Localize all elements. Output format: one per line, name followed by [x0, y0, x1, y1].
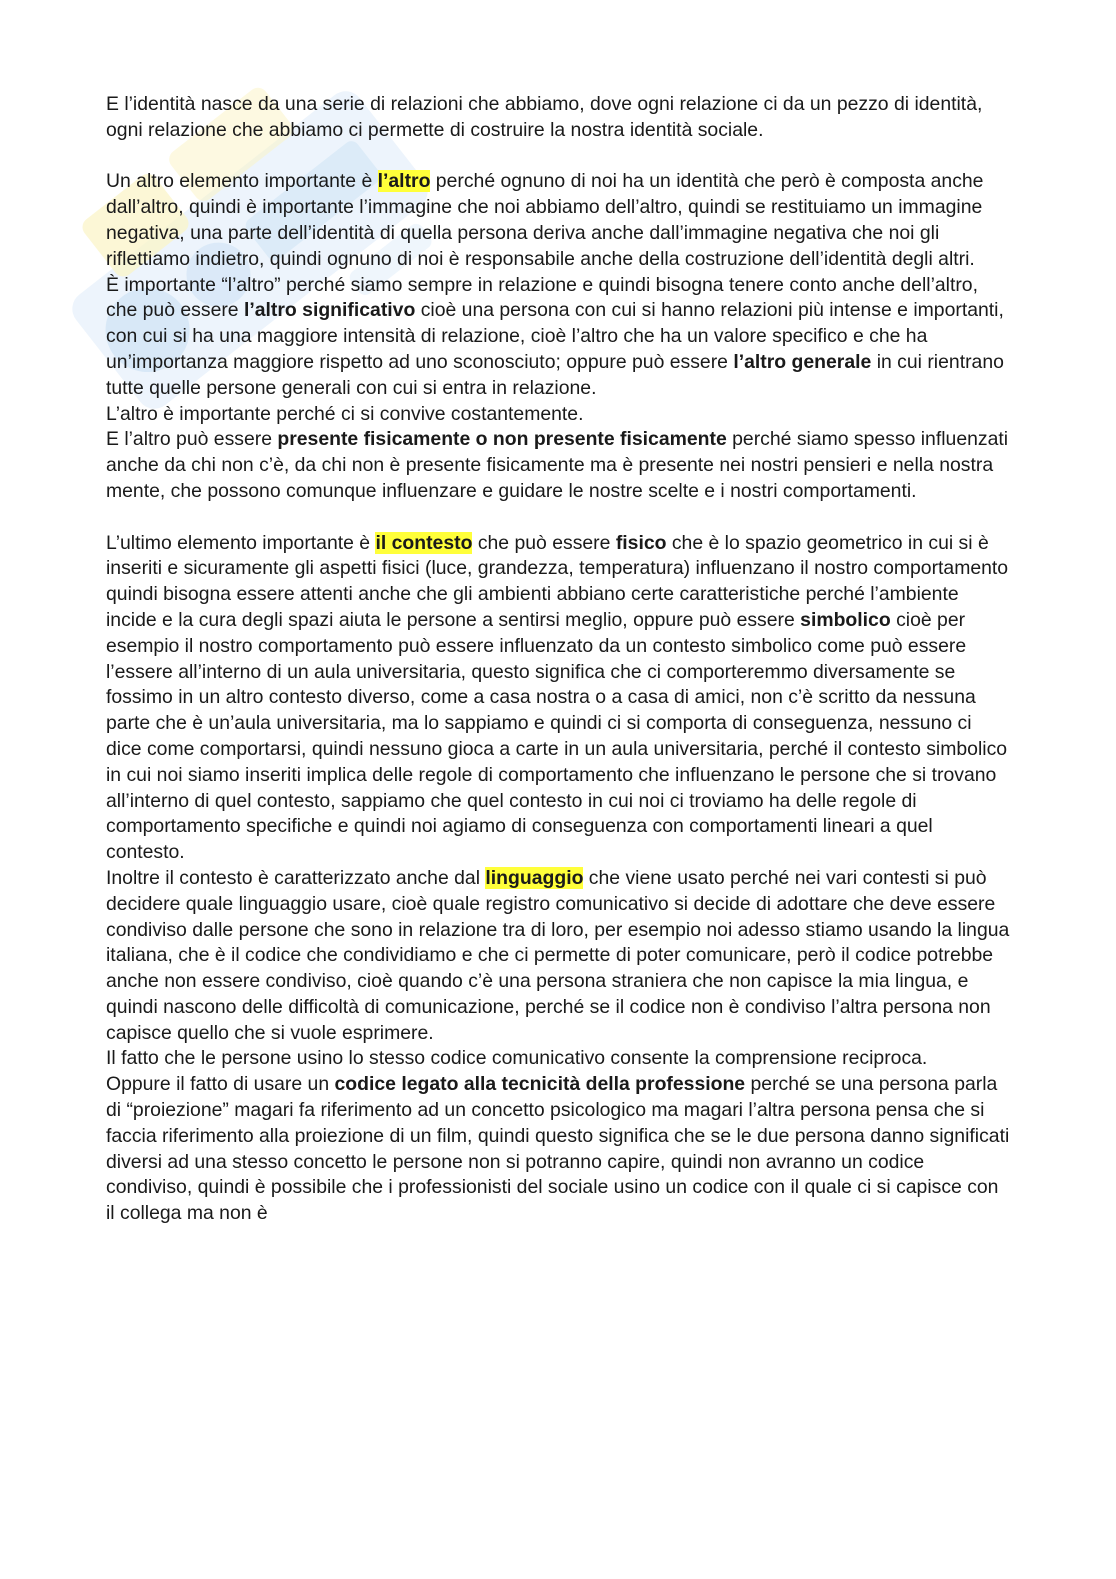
paragraph-text: che viene usato perché nei vari contesti si può decidere quale linguaggio usare, cioè quale registro comunicativo si decide di adottare che deve essere condiviso dalle persone che sono in relazione tra di loro, per esempio noi adesso stiamo usando la lingua italiana, che è il codice che condividiamo e che ci permette di poter comunicare, però il codice potrebbe anche non essere condiviso, cioè quando c’è una persona straniera che non capisce la mia lingua, e quindi nascono delle difficoltà di comunicazione, perché se il codice non è condiviso l’altra persona non capisce quello che si vuole esprimere.	[106, 866, 1010, 1044]
paragraph-text: E l’altro può essere	[106, 428, 278, 451]
paragraph-text: cioè per esempio il nostro comportamento può essere influenzato da un contesto simbolico come può essere l’essere all’interno di un aula universitaria, questo significa che ci comporteremmo diversamente se fossimo in un altro contesto diverso, come a casa nostra o a casa di amici, non c’è scritto da nessuna parte che è un’aula universitaria, ma lo sappiamo e quindi ci si comporta di conseguenza, nessuno ci dice come comportarsi, quindi nessuno gioca a carte in un aula universitaria, perché il contesto simbolico in cui noi siamo inseriti implica delle regole di comportamento che influenzano le persone che si trovano all’interno di quel contesto, sappiamo che quel contesto in cui noi ci troviamo ha delle regole di comportamento specifiche e quindi noi agiamo di conseguenza con comportamenti lineari a quel contesto.	[106, 608, 1008, 864]
paragraph-text: che è lo spazio geometrico in cui si è inseriti e sicuramente gli aspetti fisici (luce, grandezza, temperatura) influenzano il nostro comportamento quindi bisogna essere attenti anche che gli ambienti abbiano certe caratteristiche perché l’ambiente incide e la cura degli spazi aiuta le persone a sentirsi meglio, oppure può essere	[106, 531, 1009, 631]
paragraph-text: Inoltre il contesto è caratterizzato anche dal	[106, 866, 486, 889]
paragraph-gap	[106, 144, 1011, 170]
paragraph-linguaggio	[106, 866, 1011, 1047]
bold-term: fisico	[615, 531, 667, 554]
paragraph-gap	[106, 505, 1011, 531]
paragraph-codice-tecnico	[106, 1072, 1011, 1227]
highlighted-term: linguaggio	[485, 866, 584, 889]
paragraph-text: Oppure il fatto di usare un	[106, 1073, 335, 1096]
paragraph-codice-comune	[106, 1046, 1011, 1072]
bold-term: l’altro significativo	[243, 299, 416, 322]
bold-term: l’altro generale	[733, 350, 872, 373]
document-body	[106, 92, 1011, 1227]
paragraph-contesto	[106, 531, 1011, 866]
bold-term: presente fisicamente o non presente fisicamente	[277, 428, 727, 451]
paragraph-convivenza	[106, 402, 1011, 428]
paragraph-text: in cui rientrano tutte quelle persone generali con cui si entra in relazione.	[106, 350, 1004, 399]
paragraph-identity	[106, 92, 1011, 144]
paragraph-presenza	[106, 427, 1011, 504]
paragraph-altro	[106, 169, 1011, 272]
paragraph-text: Un altro elemento importante è	[106, 170, 378, 193]
bold-term: simbolico	[800, 608, 891, 631]
paragraph-text: perché siamo spesso influenzati anche da chi non c’è, da chi non è presente fisicamente ma è presente nei nostri pensieri e nella nostra mente, che possono comunque influenzare e guidare le nostre scelte e i nostri comportamenti.	[106, 428, 1009, 502]
paragraph-text: E l’identità nasce da una serie di relazioni che abbiamo, dove ogni relazione ci da un pezzo di identità, ogni relazione che abbiamo ci permette di costruire la nostra identità sociale.	[106, 93, 983, 141]
paragraph-text: L’altro è importante perché ci si convive costantemente.	[106, 402, 584, 425]
bold-term: codice legato alla tecnicità della professione	[334, 1073, 746, 1096]
paragraph-text: che può essere	[472, 531, 616, 554]
paragraph-text: L’ultimo elemento importante è	[106, 531, 376, 554]
highlighted-term: l’altro	[377, 170, 431, 193]
paragraph-text: cioè una persona con cui si hanno relazioni più intense e importanti, con cui si ha una maggiore intensità di relazione, cioè l’altro che ha un valore specifico e che ha un’importanza maggiore rispetto ad uno sconosciuto; oppure può essere	[106, 299, 1004, 373]
highlighted-term: il contesto	[375, 531, 473, 554]
paragraph-text: perché se una persona parla di “proiezione” magari fa riferimento ad un concetto psicologico ma magari l’altra persona pensa che si faccia riferimento alla proiezione di un film, quindi questo significa che se le due persona danno significati diversi ad una stesso concetto le persone non si potranno capire, quindi non avranno un codice condiviso, quindi è possibile che i professionisti del sociale usino un codice con il quale ci si capisce con il collega ma non è	[106, 1073, 1010, 1225]
paragraph-text: Il fatto che le persone usino lo stesso codice comunicativo consente la comprensione reciproca.	[106, 1047, 928, 1070]
paragraph-text: È importante “l’altro” perché siamo sempre in relazione e quindi bisogna tenere conto anche dell’altro, che può essere	[106, 273, 978, 322]
paragraph-text: perché ognuno di noi ha un identità che però è composta anche dall’altro, quindi è importante l’immagine che noi abbiamo dell’altro, quindi se restituiamo un immagine negativa, una parte dell’identità di quella persona deriva anche dall’immagine negativa che noi gli riflettiamo indietro, quindi ognuno di noi è responsabile anche della costruzione dell’identità degli altri.	[106, 170, 984, 270]
paragraph-altro-significativo	[106, 273, 1011, 402]
